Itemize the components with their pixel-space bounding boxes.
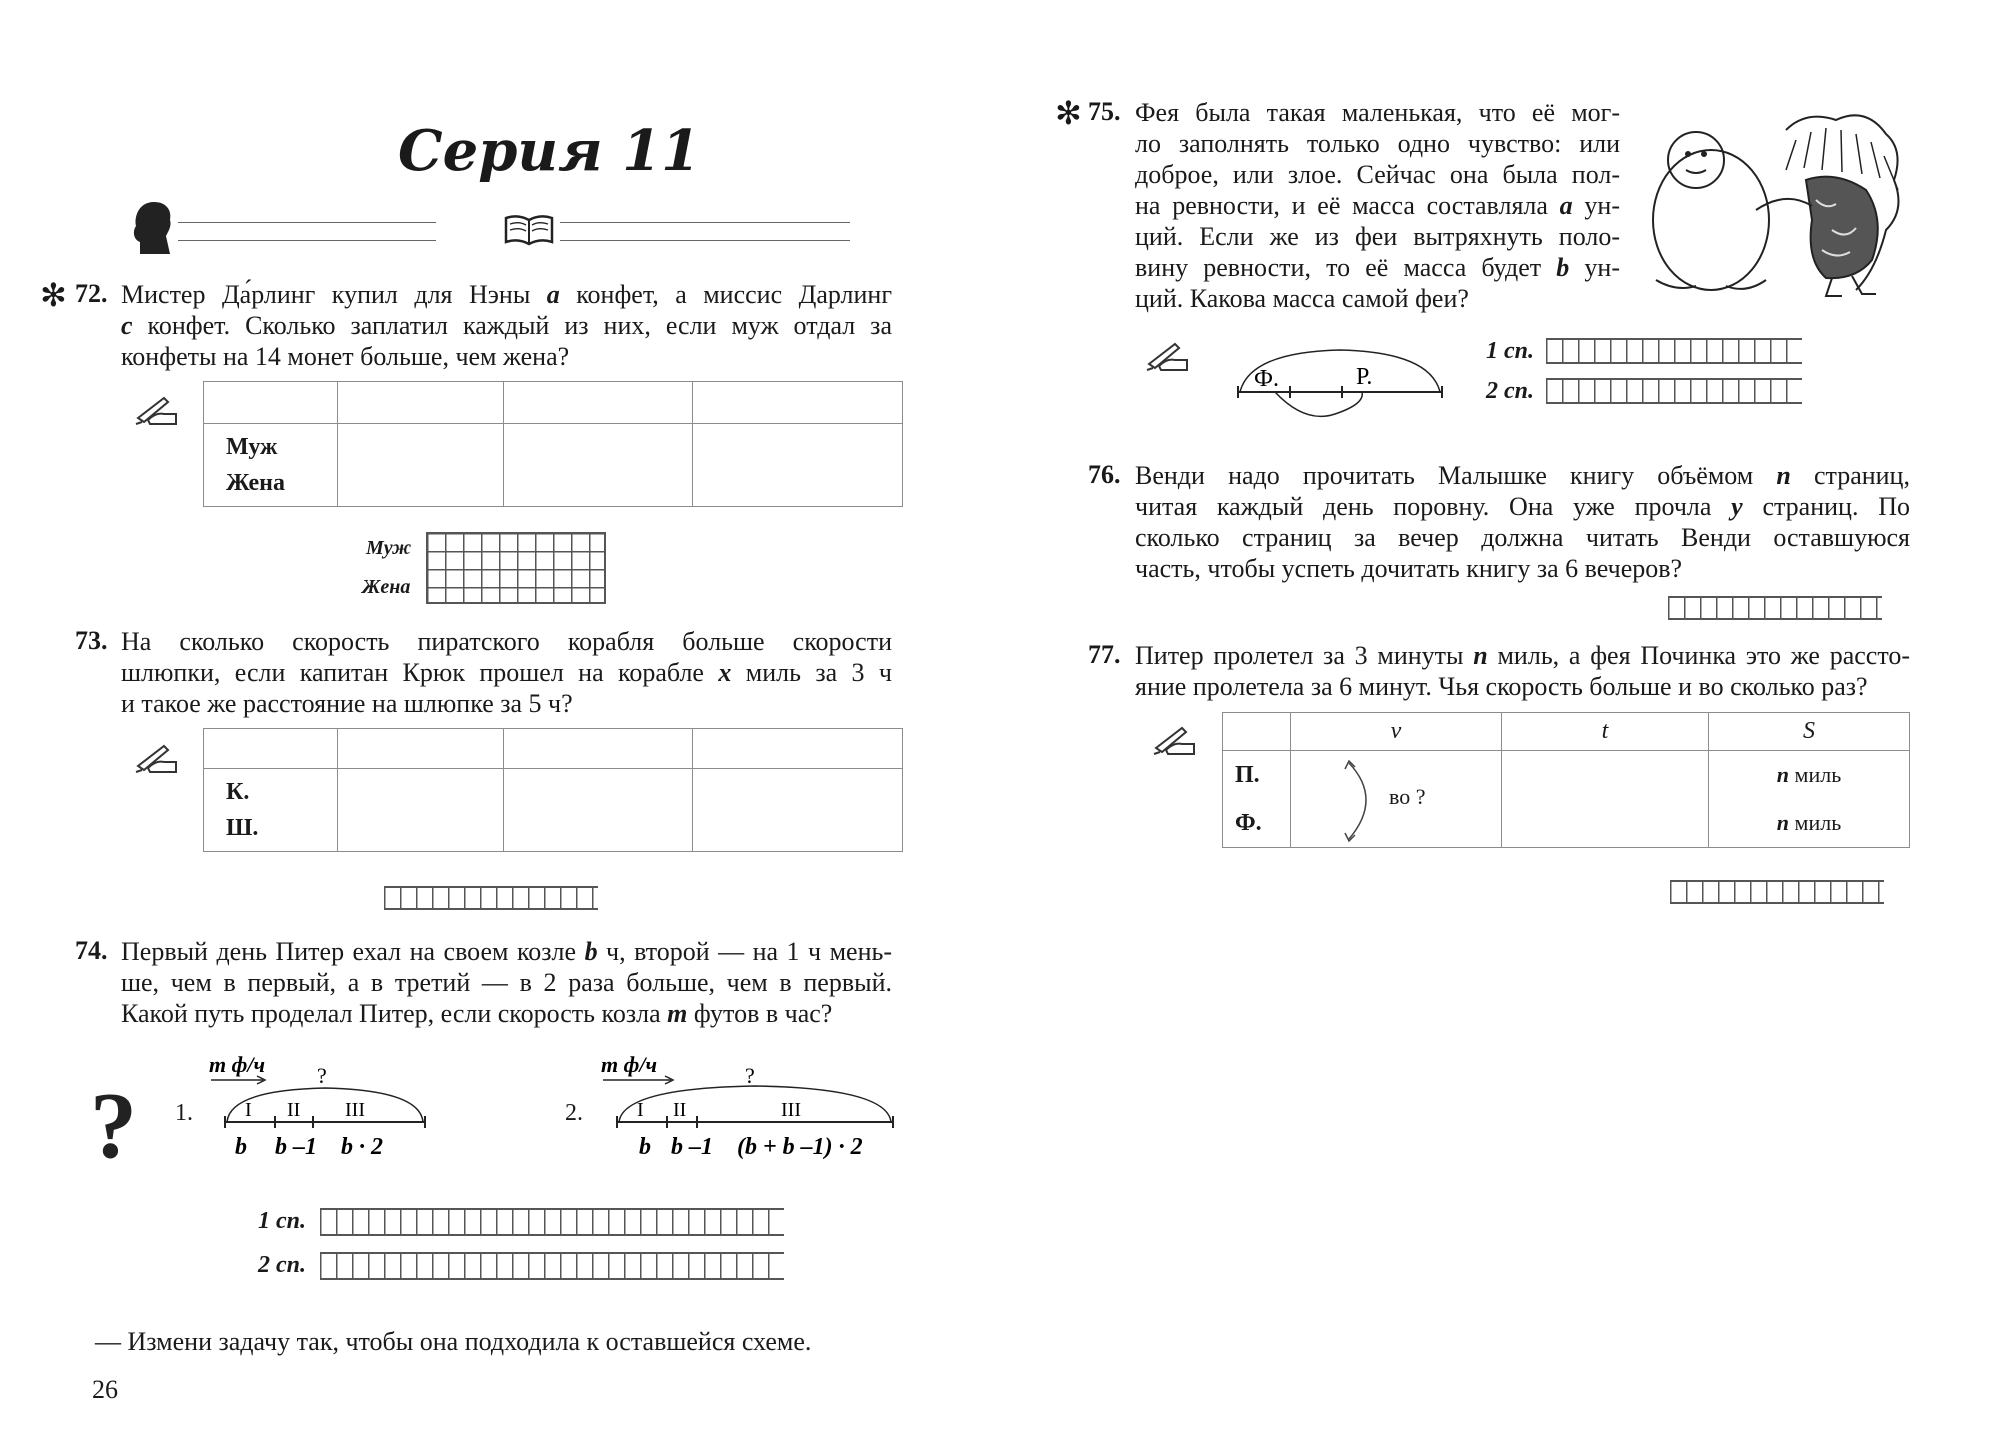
compare-arrow	[1343, 759, 1383, 843]
problem-77-text	[1135, 640, 1910, 702]
distance-value: n миль	[1776, 762, 1842, 787]
var-c: c	[121, 311, 133, 340]
writing-hand-icon	[134, 392, 180, 426]
asterisk-icon: ✻	[40, 276, 67, 314]
text-line: Питер пролетел за 3 минуты n миль, а фея Починка это же рассто-	[1135, 641, 1910, 670]
text-line: c конфет. Сколько заплатил каждый из них, если муж отдал за	[121, 311, 892, 340]
text-line: Фея была такая маленькая, что её мог-	[1135, 98, 1620, 127]
closing-instruction: — Измени задачу так, чтобы она подходила к оставшейся схеме.	[95, 1327, 812, 1356]
problem-77-number: 77.	[1088, 640, 1121, 669]
problem-76-number: 76.	[1088, 460, 1121, 489]
answer-strip-75-2[interactable]	[1546, 378, 1802, 404]
text-line: На сколько скорость пиратского корабля больше скорости	[121, 627, 892, 656]
value-label: b · 2	[341, 1134, 383, 1160]
problem-73-table	[203, 728, 903, 852]
speed-label: m ф/ч	[601, 1052, 658, 1077]
speed-label: m ф/ч	[209, 1052, 266, 1077]
var-n: n	[1776, 461, 1791, 490]
var-a: a	[546, 280, 560, 309]
row-label: П.	[1235, 762, 1260, 788]
problem-75-text	[1135, 97, 1620, 314]
problem-74-number: 74.	[75, 936, 108, 965]
var-a: a	[1559, 191, 1573, 220]
query-label: ?	[317, 1063, 327, 1088]
answer-label-2: 2 сп.	[1486, 378, 1534, 404]
text-line: сколько страниц за вечер должна читать Венди оставшуюся	[1135, 523, 1910, 552]
text-line: на ревности, и её масса составляла a ун-	[1135, 191, 1620, 220]
answer-label-2: 2 сп.	[258, 1252, 306, 1278]
problem-72-table	[203, 381, 903, 507]
text-line: Мистер Да́рлинг купил для Нэны a конфет, а миссис Дарлинг	[121, 280, 892, 309]
value-label: b –1	[275, 1134, 317, 1160]
open-book-icon	[504, 212, 554, 246]
problem-77-table	[1222, 712, 1910, 848]
text-line: ций. Какова масса самой феи?	[1135, 284, 1469, 313]
query-label: ?	[745, 1063, 755, 1088]
name-line-1	[178, 222, 436, 223]
answer-strip-77[interactable]	[1670, 880, 1884, 904]
writing-hand-icon	[1152, 722, 1198, 756]
var-x: x	[718, 658, 732, 687]
value-label: b	[639, 1134, 651, 1160]
text-line: читая каждый день поровну. Она уже прочла y страниц. По	[1135, 492, 1910, 521]
answer-label-1: 1 сп.	[1486, 338, 1534, 364]
problem-73-number: 73.	[75, 626, 108, 655]
answer-grid-72[interactable]	[426, 532, 606, 604]
segment-label: I	[245, 1099, 252, 1121]
distance-value: n миль	[1776, 810, 1842, 835]
answer-strip-73[interactable]	[384, 886, 598, 910]
text-line: яние пролетела за 6 минут. Чья скорость больше и во сколько раз?	[1135, 672, 1868, 701]
var-n: n	[1473, 641, 1488, 670]
var-b: b	[1556, 253, 1570, 282]
problem-72-number: 72.	[75, 279, 108, 308]
header-t: t	[1601, 718, 1609, 744]
value-label: (b + b –1) · 2	[737, 1134, 863, 1160]
text-line: ло заполнять только одно чувство: или	[1135, 129, 1620, 158]
scheme-2	[585, 1050, 905, 1170]
problem-75-number: 75.	[1088, 97, 1121, 126]
asterisk-icon: ✻	[1055, 94, 1082, 132]
row-label: Муж	[226, 434, 278, 460]
problem-72-text	[121, 279, 892, 372]
segment-label: III	[345, 1099, 365, 1121]
silhouette-head-icon	[130, 196, 174, 256]
problem-73-text	[121, 626, 892, 719]
page-number: 26	[92, 1375, 118, 1404]
text-line: часть, чтобы успеть дочитать книгу за 6 вечеров?	[1135, 554, 1683, 583]
row-label: Ш.	[226, 815, 259, 841]
value-label: b –1	[671, 1134, 713, 1160]
date-line-2	[560, 240, 850, 241]
fairy-illustration	[1636, 110, 1916, 300]
scheme-2-label: 2.	[565, 1100, 583, 1126]
header-s: S	[1803, 718, 1815, 744]
grid-label-husband: Муж	[366, 537, 412, 559]
row-label: Ф.	[1235, 810, 1262, 836]
answer-strip-74-2[interactable]	[320, 1252, 784, 1280]
text-line: шлюпки, если капитан Крюк прошел на корабле x миль за 3 ч	[121, 658, 892, 687]
text-line: ше, чем в первый, а в третий — в 2 раза больше, чем в первый.	[121, 968, 892, 997]
fairy-scheme	[1230, 346, 1450, 426]
grid-label-wife: Жена	[362, 576, 411, 598]
answer-label-1: 1 сп.	[258, 1208, 306, 1234]
text-line: Первый день Питер ехал на своем козле b ч, второй — на 1 ч мень-	[121, 937, 892, 966]
series-title: Серия 11	[398, 118, 701, 184]
question-mark-icon: ?	[90, 1074, 137, 1178]
row-label: К.	[226, 779, 250, 805]
row-label: Жена	[226, 470, 285, 496]
scheme-1-label: 1.	[175, 1100, 193, 1126]
text-line: вину ревности, то её масса будет b ун-	[1135, 253, 1621, 282]
text-line: Какой путь проделал Питер, если скорость козла m футов в час?	[121, 999, 833, 1028]
date-line-1	[560, 222, 850, 223]
segment-label: I	[637, 1099, 644, 1121]
answer-strip-75-1[interactable]	[1546, 338, 1802, 364]
answer-strip-74-1[interactable]	[320, 1208, 784, 1236]
answer-strip-76[interactable]	[1668, 596, 1882, 620]
text-line: Венди надо прочитать Малышке книгу объёмом n страниц,	[1135, 461, 1910, 490]
text-line: доброе, или злое. Сейчас она была пол-	[1135, 160, 1620, 189]
writing-hand-icon	[134, 740, 180, 774]
var-b: b	[584, 937, 598, 966]
text-line: конфеты на 14 монет больше, чем жена?	[121, 342, 570, 371]
var-y: y	[1731, 492, 1743, 521]
scheme-label: Р.	[1356, 364, 1373, 390]
text-line: и такое же расстояние на шлюпке за 5 ч?	[121, 689, 573, 718]
scheme-1	[195, 1050, 435, 1170]
segment-label: II	[287, 1099, 301, 1121]
writing-hand-icon	[1145, 338, 1191, 372]
compare-label: во ?	[1389, 784, 1426, 809]
value-label: b	[235, 1134, 247, 1160]
scheme-label: Ф.	[1254, 366, 1279, 392]
problem-76-text	[1135, 460, 1910, 584]
var-m: m	[667, 999, 688, 1028]
segment-label: II	[673, 1099, 687, 1121]
text-line: ций. Если же из феи вытряхнуть поло-	[1135, 222, 1620, 251]
problem-74-text	[121, 936, 892, 1029]
header-v: v	[1390, 718, 1402, 744]
name-line-2	[178, 240, 436, 241]
segment-label: III	[781, 1099, 801, 1121]
